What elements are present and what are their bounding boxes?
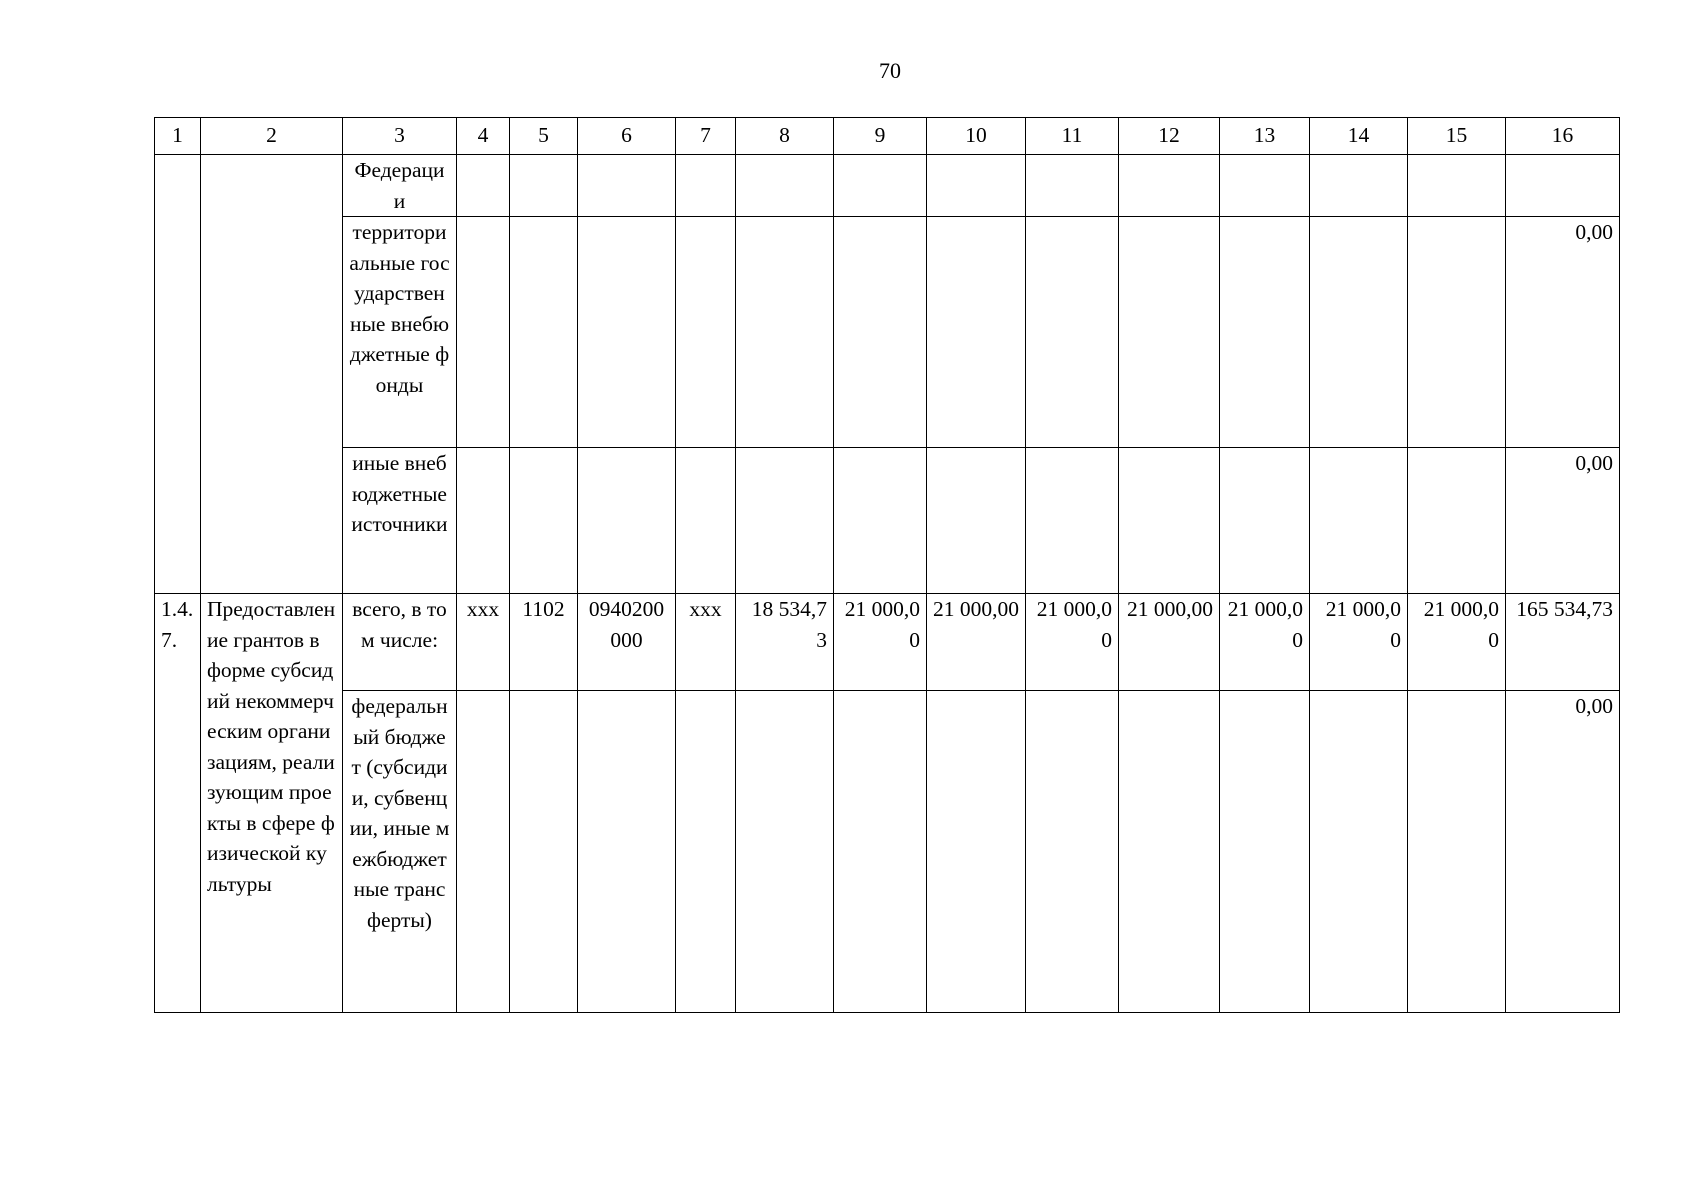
table-row	[155, 691, 1620, 1013]
column-number: 8	[736, 118, 834, 155]
source-label: федеральный бюджет (субсидии, субвенции, иные межбюджетные трансферты)	[343, 691, 457, 1013]
table-row	[155, 448, 1620, 594]
total-value: 0,00	[1506, 691, 1620, 1013]
year-value: 21 000,00	[1026, 594, 1119, 691]
year-value: 18 534,73	[736, 594, 834, 691]
code-grbs: ххх	[457, 594, 510, 691]
code-rzpr: 1102	[510, 594, 578, 691]
column-number: 12	[1119, 118, 1220, 155]
cell-empty	[155, 155, 201, 594]
column-number: 16	[1506, 118, 1620, 155]
year-value: 21 000,00	[1119, 594, 1220, 691]
year-value: 21 000,00	[1408, 594, 1506, 691]
year-value: 21 000,00	[1310, 594, 1408, 691]
year-value: 21 000,00	[834, 594, 927, 691]
column-number: 5	[510, 118, 578, 155]
column-number: 15	[1408, 118, 1506, 155]
budget-table	[154, 117, 1620, 1013]
column-number: 14	[1310, 118, 1408, 155]
column-number: 9	[834, 118, 927, 155]
total-value: 165 534,73	[1506, 594, 1620, 691]
column-number-row	[155, 118, 1620, 155]
year-value: 21 000,00	[927, 594, 1026, 691]
source-label: Федерации	[343, 155, 457, 217]
code-csr: 0940200000	[578, 594, 676, 691]
item-name: Предоставление грантов в форме субсидий некоммерческим организациям, реализующим проекты в сфере физической культуры	[201, 594, 343, 1013]
column-number: 11	[1026, 118, 1119, 155]
table-row	[155, 155, 1620, 217]
table-row	[155, 594, 1620, 691]
source-label: иные внебюджетные источники	[343, 448, 457, 594]
column-number: 3	[343, 118, 457, 155]
column-number: 6	[578, 118, 676, 155]
total-value: 0,00	[1506, 448, 1620, 594]
column-number: 4	[457, 118, 510, 155]
cell-empty	[201, 155, 343, 594]
column-number: 10	[927, 118, 1026, 155]
year-value: 21 000,00	[1220, 594, 1310, 691]
source-label: территориальные государственные внебюджетные фонды	[343, 217, 457, 448]
column-number: 7	[676, 118, 736, 155]
page-number: 70	[879, 58, 901, 83]
source-label: всего, в том числе:	[343, 594, 457, 691]
table-row	[155, 217, 1620, 448]
column-number: 1	[155, 118, 201, 155]
column-number: 13	[1220, 118, 1310, 155]
code-vr: ххх	[676, 594, 736, 691]
column-number: 2	[201, 118, 343, 155]
item-number: 1.4.7.	[155, 594, 201, 1013]
total-value: 0,00	[1506, 217, 1620, 448]
total-value	[1506, 155, 1620, 217]
